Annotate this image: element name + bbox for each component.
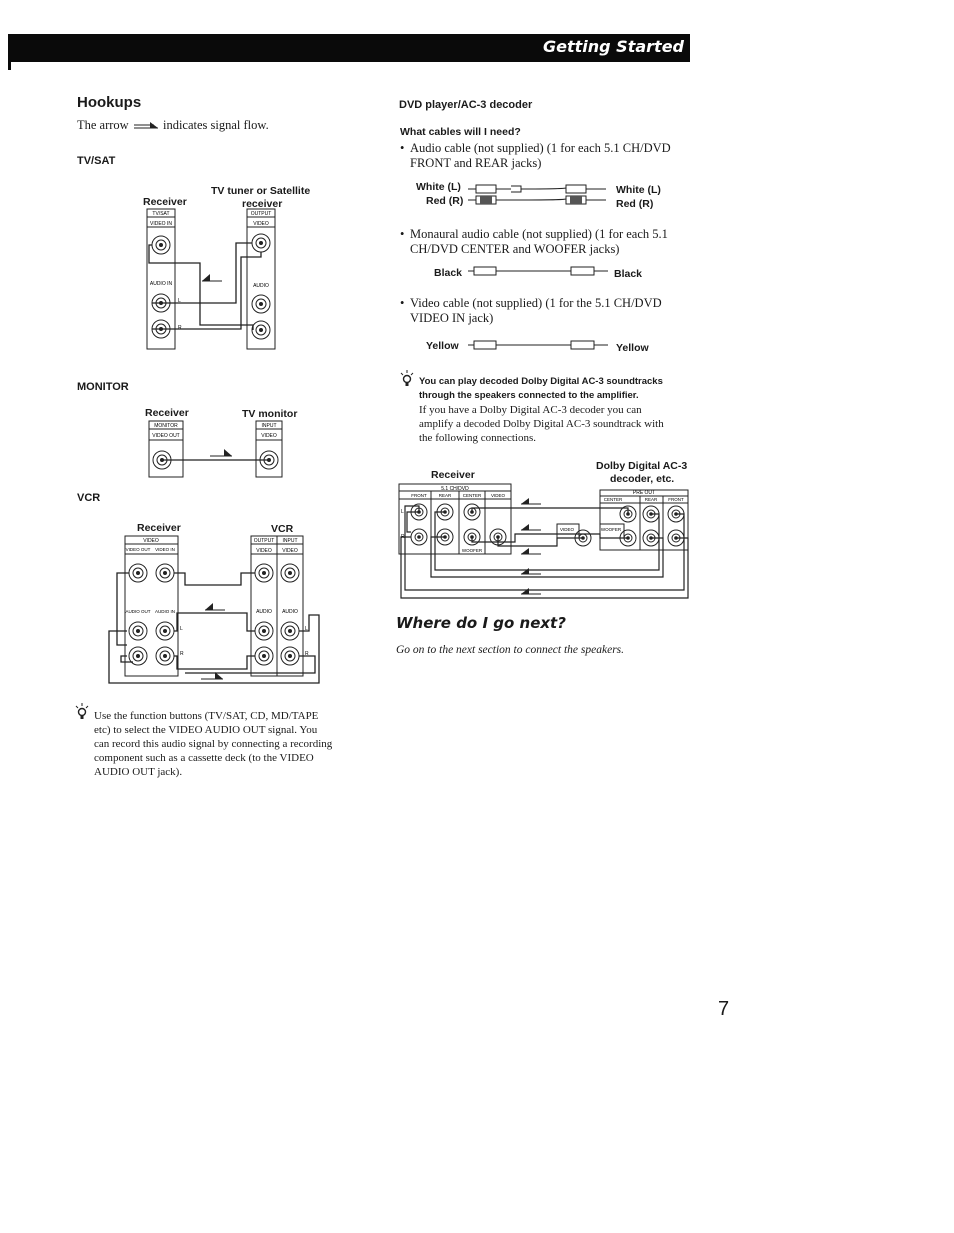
jack-icon xyxy=(281,564,299,582)
cables-question: What cables will I need? xyxy=(400,126,521,138)
jack-icon xyxy=(255,564,273,582)
tip2-line: If you have a Dolby Digital AC-3 decoder you can xyxy=(419,404,642,416)
section-title: Getting Started xyxy=(543,37,684,56)
vcr-title: VCR xyxy=(77,492,101,504)
tip1-line: Use the function buttons (TV/SAT, CD, MD/TAPE xyxy=(94,710,319,722)
lightbulb-tip-icon xyxy=(399,369,415,387)
mono-audio-cable-icon xyxy=(466,264,612,278)
vcr-dev-audio-in: AUDIO xyxy=(282,609,298,615)
monitor-recv-video-out: VIDEO OUT xyxy=(152,433,180,439)
ac3-device-label-2: decoder, etc. xyxy=(610,473,675,485)
monitor-dev-panel: INPUT xyxy=(261,423,277,429)
signal-arrow-icon xyxy=(521,548,541,554)
jack-icon xyxy=(255,647,273,665)
jack-icon xyxy=(255,622,273,640)
dvd-title: DVD player/AC-3 decoder xyxy=(399,99,533,111)
tvsat-l: L xyxy=(178,298,181,304)
signal-arrow-icon xyxy=(210,449,232,456)
ac3-woofer: WOOFER xyxy=(461,548,483,553)
tvsat-diagram xyxy=(140,205,290,355)
tvsat-device-label-2: receiver xyxy=(242,198,283,210)
stereo-audio-cable-icon xyxy=(466,182,616,210)
tip2-heading-line2: through the speakers connected to the amplifier. xyxy=(419,390,639,401)
monitor-recv-panel: MONITOR xyxy=(154,423,178,429)
ac3-pre-out: PRE OUT xyxy=(632,490,656,496)
monitor-dev-video: VIDEO xyxy=(261,433,277,439)
vcr-r: R xyxy=(180,651,184,657)
ac3-recv-panel: 5.1 CH/DVD xyxy=(441,486,469,492)
arrow-note-post: indicates signal flow. xyxy=(162,118,269,132)
vcr-device-label: VCR xyxy=(271,523,294,535)
vcr-recv-video-out: VIDEO OUT xyxy=(125,547,151,552)
bullet3-line1: Video cable (not supplied) (1 for the 5.1 CH/DVD xyxy=(410,296,662,310)
ac3-diagram xyxy=(397,482,691,602)
yellow-left: Yellow xyxy=(426,340,459,352)
video-cable-icon xyxy=(466,338,614,352)
ac3-center: CENTER xyxy=(462,493,482,498)
vcr-receiver-label: Receiver xyxy=(137,522,181,534)
section-header-bar xyxy=(8,34,690,62)
tip1-line: component such as a cassette deck (to the VIDEO xyxy=(94,752,314,764)
vcr-recv-panel: VIDEO xyxy=(143,538,159,544)
vcr-recv-audio-in: AUDIO IN xyxy=(154,609,176,614)
ac3-dev-woofer: WOOFER xyxy=(600,527,622,532)
bullet1-line1: Audio cable (not supplied) (1 for each 5.1 CH/DVD xyxy=(410,141,671,155)
bullet-monaural-cable: • Monaural audio cable (not supplied) (1 for each 5.1 CH/DVD CENTER and WOOFER jacks) xyxy=(400,227,700,257)
tip1-line: can record this audio signal by connecting a recording xyxy=(94,738,333,750)
tip2-heading xyxy=(419,375,663,403)
vcr-recv-audio-out: AUDIO OUT xyxy=(125,609,151,614)
tvsat-dev-video: VIDEO xyxy=(253,221,269,227)
header-left-edge xyxy=(8,34,11,70)
tip2-line: the following connections. xyxy=(419,432,537,444)
vcr-dev-l: L xyxy=(305,626,308,632)
tip1-line: etc) to select the VIDEO AUDIO OUT signal. You xyxy=(94,724,318,736)
signal-arrow-icon xyxy=(521,588,541,594)
ac3-front: FRONT xyxy=(411,493,427,498)
page-number: 7 xyxy=(718,998,730,1020)
bullet1-line2: FRONT and REAR jacks) xyxy=(410,156,542,170)
ac3-dev-front: FRONT xyxy=(668,497,684,502)
monitor-title: MONITOR xyxy=(77,381,129,393)
arrow-note xyxy=(77,118,269,133)
tip1-line: AUDIO OUT jack). xyxy=(94,766,183,778)
tvsat-r: R xyxy=(178,325,182,331)
tvsat-device-label-1: TV tuner or Satellite xyxy=(211,185,311,197)
next-text: Go on to the next section to connect the speakers. xyxy=(396,644,625,656)
ac3-l: L xyxy=(401,509,404,515)
ac3-rear: REAR xyxy=(438,493,452,498)
white-l-right: White (L) xyxy=(616,184,661,196)
vcr-dev-video-in: VIDEO xyxy=(282,548,298,554)
vcr-dev-input: INPUT xyxy=(282,538,298,544)
ac3-video: VIDEO xyxy=(490,493,506,498)
tvsat-dev-panel: OUTPUT xyxy=(250,211,272,217)
jack-icon xyxy=(156,647,174,665)
vcr-dev-r: R xyxy=(305,651,309,657)
white-l-left: White (L) xyxy=(416,181,461,193)
jack-icon xyxy=(156,564,174,582)
tvsat-recv-audio-in: AUDIO IN xyxy=(149,281,173,287)
monitor-device-label: TV monitor xyxy=(242,408,298,420)
black-left: Black xyxy=(434,267,463,279)
tip-function-buttons xyxy=(94,709,364,779)
ac3-dev-center: CENTER xyxy=(603,497,623,502)
bullet-video-cable: • Video cable (not supplied) (1 for the 5.1 CH/DVD VIDEO IN jack) xyxy=(400,296,700,326)
jack-icon xyxy=(152,236,170,254)
tip2-heading-line1: You can play decoded Dolby Digital AC-3 soundtracks xyxy=(419,376,663,387)
vcr-diagram xyxy=(105,533,330,688)
jack-icon xyxy=(156,622,174,640)
black-right: Black xyxy=(614,268,643,280)
arrow-note-pre: The arrow xyxy=(77,118,129,132)
jack-icon xyxy=(252,234,270,252)
bullet2-line2: CH/DVD CENTER and WOOFER jacks) xyxy=(410,242,620,256)
ac3-dev-video: VIDEO xyxy=(559,527,575,532)
bullet2-line1: Monaural audio cable (not supplied) (1 for each 5.1 xyxy=(410,227,668,241)
signal-arrow-icon xyxy=(521,498,541,504)
signal-arrow-icon xyxy=(521,568,541,574)
jack-icon xyxy=(281,647,299,665)
jack-icon xyxy=(281,622,299,640)
ac3-device-label-1: Dolby Digital AC-3 xyxy=(596,460,688,472)
ac3-r: R xyxy=(401,534,405,540)
tvsat-recv-panel: TV/SAT xyxy=(152,211,170,217)
signal-arrow-icon xyxy=(132,121,160,131)
red-r-right: Red (R) xyxy=(616,198,654,210)
ac3-dev-rear: REAR xyxy=(644,497,658,502)
vcr-recv-video-in: VIDEO IN xyxy=(155,547,175,552)
vcr-dev-video-out: VIDEO xyxy=(256,548,272,554)
tip2-text xyxy=(419,403,699,445)
jack-icon xyxy=(252,295,270,313)
tip2-line: amplify a decoded Dolby Digital AC-3 soundtrack with xyxy=(419,418,664,430)
signal-arrow-icon xyxy=(202,274,222,281)
vcr-dev-output: OUTPUT xyxy=(253,538,275,544)
signal-arrow-icon xyxy=(521,524,541,530)
vcr-dev-audio-out: AUDIO xyxy=(256,609,272,615)
tvsat-receiver-label: Receiver xyxy=(143,196,187,208)
next-title: Where do I go next? xyxy=(396,614,566,632)
ac3-receiver-label: Receiver xyxy=(431,469,475,481)
tvsat-title: TV/SAT xyxy=(77,155,116,167)
signal-arrow-icon xyxy=(205,603,225,610)
jack-icon xyxy=(252,321,270,339)
monitor-receiver-label: Receiver xyxy=(145,407,189,419)
vcr-l: L xyxy=(180,626,183,632)
jack-icon xyxy=(411,529,427,545)
hookups-title: Hookups xyxy=(77,94,142,111)
red-r-left: Red (R) xyxy=(426,195,464,207)
bullet-audio-cable: • Audio cable (not supplied) (1 for each 5.1 CH/DVD FRONT and REAR jacks) xyxy=(400,141,700,171)
bullet3-line2: VIDEO IN jack) xyxy=(410,311,494,325)
tvsat-recv-video-in: VIDEO IN xyxy=(150,221,172,227)
jack-icon xyxy=(129,622,147,640)
monitor-diagram xyxy=(140,418,290,480)
yellow-right: Yellow xyxy=(616,342,649,354)
jack-icon xyxy=(129,564,147,582)
tvsat-dev-audio: AUDIO xyxy=(253,283,269,289)
lightbulb-tip-icon xyxy=(74,702,90,720)
